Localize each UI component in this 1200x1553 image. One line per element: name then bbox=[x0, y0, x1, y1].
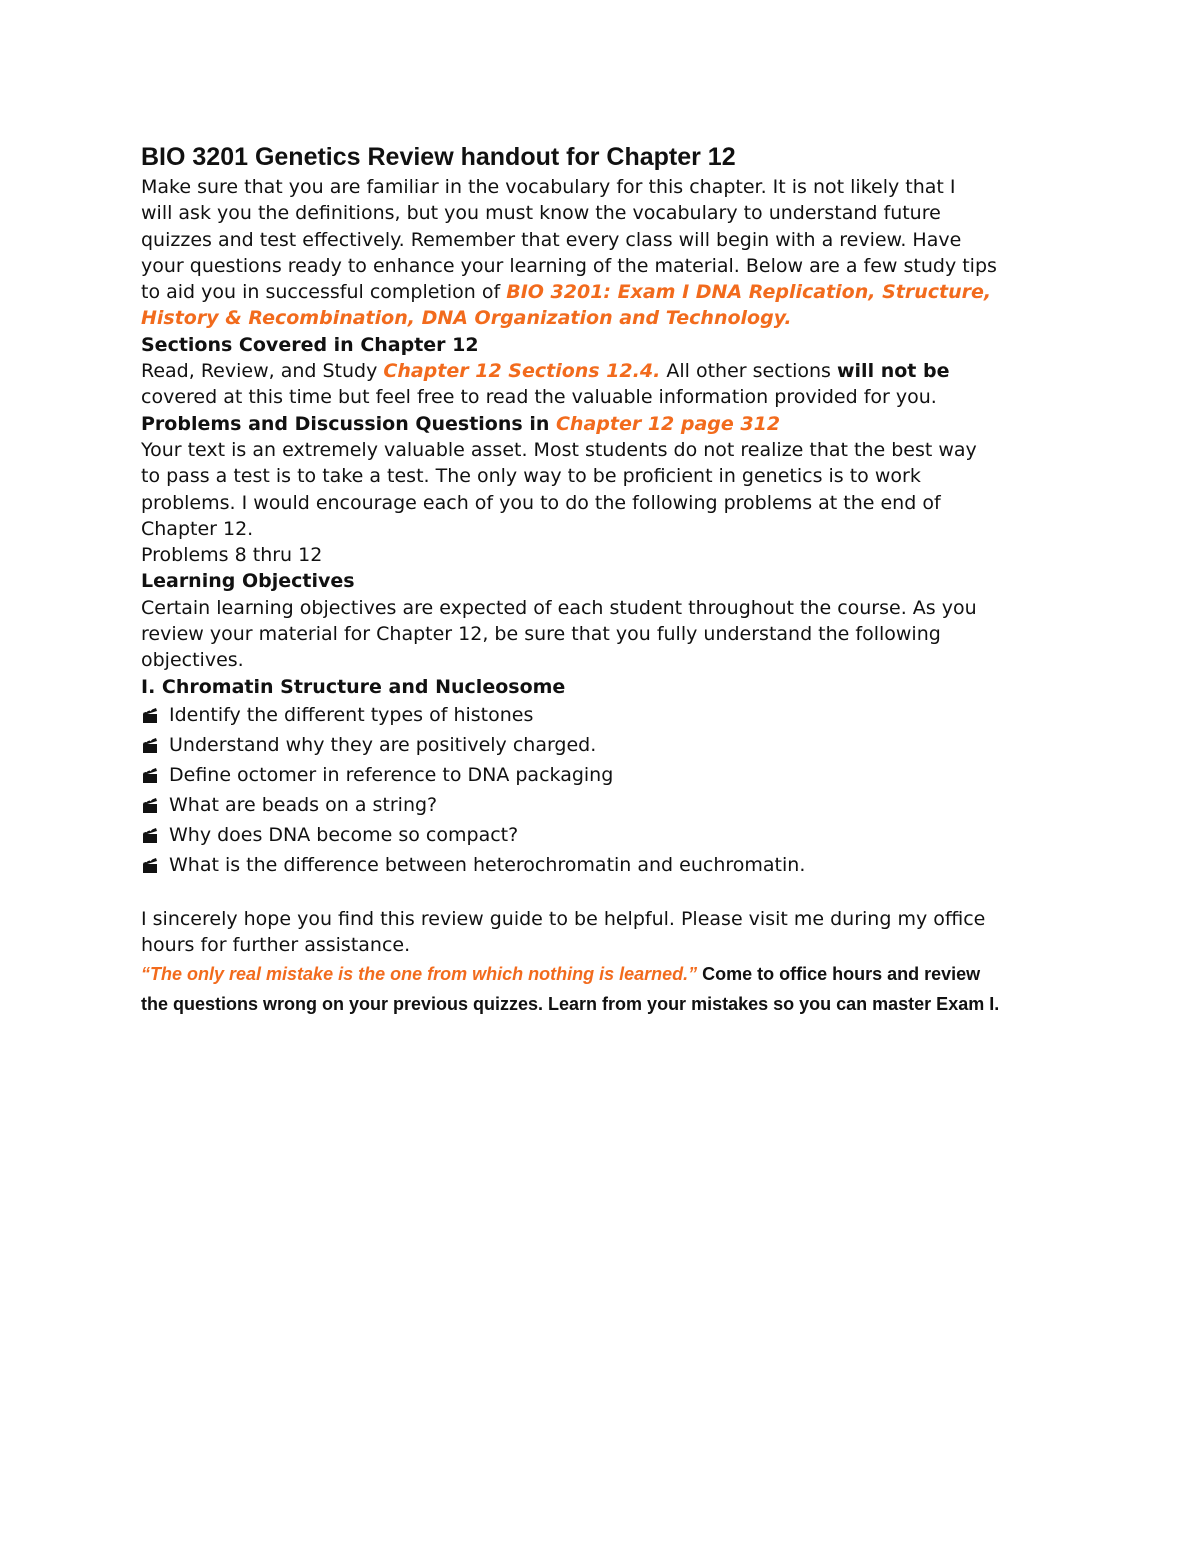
clapperboard-icon bbox=[141, 706, 159, 724]
list-item bbox=[141, 760, 1071, 790]
sections-line-1-prefix: Read, Review, and Study bbox=[141, 360, 384, 383]
list-item bbox=[141, 850, 1071, 880]
sections-line-1-mid: All other sections bbox=[660, 360, 837, 383]
problems-line-4: Chapter 12. bbox=[141, 517, 254, 540]
problems-heading bbox=[141, 411, 1071, 437]
problems-range: Problems 8 thru 12 bbox=[141, 544, 323, 567]
clapperboard-icon bbox=[141, 826, 159, 844]
sections-line-1 bbox=[141, 358, 1071, 384]
clapperboard-icon bbox=[141, 856, 159, 874]
sections-heading: Sections Covered in Chapter 12 bbox=[141, 333, 479, 356]
intro-line-5-text: to aid you in successful completion of bbox=[141, 281, 507, 304]
closing-line-4: the questions wrong on your previous quizzes. Learn from your mistakes so you can master Exam I. bbox=[141, 993, 1000, 1014]
list-item bbox=[141, 700, 1071, 730]
intro-line-2: will ask you the definitions, but you must know the vocabulary to understand future bbox=[141, 202, 941, 225]
objectives-line-3: objectives. bbox=[141, 649, 244, 672]
objectives-line-1: Certain learning objectives are expected of each student throughout the course. As you bbox=[141, 596, 977, 619]
objectives-heading: Learning Objectives bbox=[141, 570, 355, 593]
objectives-list bbox=[141, 700, 1071, 880]
intro-line-4: your questions ready to enhance your learning of the material. Below are a few study tips bbox=[141, 254, 997, 277]
page-title: BIO 3201 Genetics Review handout for Chapter 12 bbox=[141, 143, 736, 171]
list-item bbox=[141, 730, 1071, 760]
problems-line-3: problems. I would encourage each of you to do the following problems at the end of bbox=[141, 491, 941, 514]
intro-line-1: Make sure that you are familiar in the vocabulary for this chapter. It is not likely that I bbox=[141, 176, 956, 198]
problems-line-1: Your text is an extremely valuable asset. Most students do not realize that the best way bbox=[141, 438, 977, 461]
objective-text: Understand why they are positively charged. bbox=[169, 733, 597, 756]
quote-line bbox=[141, 959, 1071, 989]
clapperboard-icon bbox=[141, 796, 159, 814]
chromatin-subheading: I. Chromatin Structure and Nucleosome bbox=[141, 675, 566, 698]
closing-line-1: I sincerely hope you find this review guide to be helpful. Please visit me during my office bbox=[141, 907, 986, 930]
spacer bbox=[141, 880, 1071, 906]
handout-page bbox=[141, 140, 1071, 1019]
closing-line-2: hours for further assistance. bbox=[141, 934, 411, 957]
clapperboard-icon bbox=[141, 766, 159, 784]
objective-text: What is the difference between heterochromatin and euchromatin. bbox=[169, 853, 806, 876]
objective-text: Why does DNA become so compact? bbox=[169, 823, 519, 846]
intro-line-3: quizzes and test effectively. Remember that every class will begin with a review. Have bbox=[141, 228, 962, 251]
intro-line-5 bbox=[141, 279, 1071, 305]
objectives-line-2: review your material for Chapter 12, be sure that you fully understand the following bbox=[141, 623, 941, 646]
sections-line-2: covered at this time but feel free to read the valuable information provided for you. bbox=[141, 386, 937, 409]
problems-heading-text: Problems and Discussion Questions in bbox=[141, 412, 556, 435]
objectives-paragraph bbox=[141, 595, 1071, 674]
closing-paragraph bbox=[141, 906, 1071, 959]
problems-line-2: to pass a test is to take a test. The only way to be proficient in genetics is to work bbox=[141, 465, 921, 488]
intro-paragraph bbox=[141, 174, 1071, 332]
list-item bbox=[141, 790, 1071, 820]
exam-title-highlight: BIO 3201: Exam I DNA Replication, Structure, bbox=[506, 281, 992, 304]
quote-rest: Come to office hours and review bbox=[697, 963, 981, 984]
list-item bbox=[141, 820, 1071, 850]
sections-highlight: Chapter 12 Sections 12.4. bbox=[383, 360, 661, 383]
objective-text: Define octomer in reference to DNA packaging bbox=[169, 763, 614, 786]
clapperboard-icon bbox=[141, 736, 159, 754]
sections-paragraph bbox=[141, 358, 1071, 411]
problems-paragraph bbox=[141, 437, 1071, 568]
objective-text: Identify the different types of histones bbox=[169, 703, 534, 726]
quote-text: “The only real mistake is the one from which nothing is learned.” bbox=[141, 963, 698, 984]
problems-highlight: Chapter 12 page 312 bbox=[555, 412, 781, 435]
exam-title-highlight-cont: History & Recombination, DNA Organization and Technology. bbox=[141, 307, 792, 330]
objective-text: What are beads on a string? bbox=[169, 793, 438, 816]
sections-bold: will not be bbox=[836, 360, 950, 383]
